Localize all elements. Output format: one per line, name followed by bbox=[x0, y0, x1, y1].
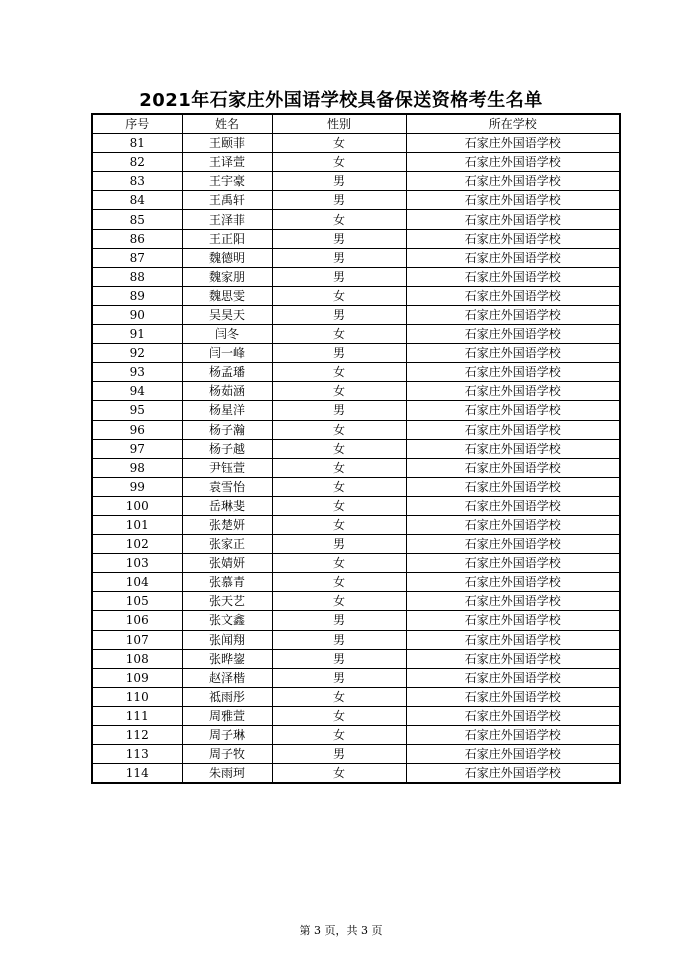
table-row bbox=[92, 401, 620, 420]
cell-name: 魏家朋 bbox=[182, 267, 272, 286]
cell-seq: 106 bbox=[92, 611, 182, 630]
cell-name: 杨茹涵 bbox=[182, 382, 272, 401]
cell-school: 石家庄外国语学校 bbox=[406, 401, 620, 420]
cell-name: 杨子瀚 bbox=[182, 420, 272, 439]
cell-gender: 女 bbox=[272, 726, 406, 745]
table-row bbox=[92, 477, 620, 496]
cell-name: 王译萱 bbox=[182, 153, 272, 172]
cell-seq: 84 bbox=[92, 191, 182, 210]
cell-seq: 87 bbox=[92, 248, 182, 267]
cell-name: 杨星洋 bbox=[182, 401, 272, 420]
cell-school: 石家庄外国语学校 bbox=[406, 535, 620, 554]
cell-school: 石家庄外国语学校 bbox=[406, 687, 620, 706]
table-row bbox=[92, 248, 620, 267]
cell-seq: 89 bbox=[92, 286, 182, 305]
cell-school: 石家庄外国语学校 bbox=[406, 554, 620, 573]
cell-school: 石家庄外国语学校 bbox=[406, 496, 620, 515]
cell-name: 张慕青 bbox=[182, 573, 272, 592]
cell-name: 张闻翔 bbox=[182, 630, 272, 649]
cell-school: 石家庄外国语学校 bbox=[406, 344, 620, 363]
cell-gender: 男 bbox=[272, 248, 406, 267]
cell-name: 张家正 bbox=[182, 535, 272, 554]
table-row bbox=[92, 554, 620, 573]
table-row bbox=[92, 229, 620, 248]
cell-seq: 95 bbox=[92, 401, 182, 420]
table-row bbox=[92, 592, 620, 611]
cell-gender: 男 bbox=[272, 611, 406, 630]
cell-school: 石家庄外国语学校 bbox=[406, 420, 620, 439]
cell-school: 石家庄外国语学校 bbox=[406, 229, 620, 248]
cell-gender: 女 bbox=[272, 134, 406, 153]
table-row bbox=[92, 363, 620, 382]
cell-seq: 114 bbox=[92, 764, 182, 784]
cell-school: 石家庄外国语学校 bbox=[406, 267, 620, 286]
cell-school: 石家庄外国语学校 bbox=[406, 630, 620, 649]
table-row bbox=[92, 439, 620, 458]
table-row bbox=[92, 496, 620, 515]
cell-seq: 82 bbox=[92, 153, 182, 172]
cell-seq: 88 bbox=[92, 267, 182, 286]
table-row bbox=[92, 573, 620, 592]
table-row bbox=[92, 458, 620, 477]
cell-school: 石家庄外国语学校 bbox=[406, 745, 620, 764]
cell-school: 石家庄外国语学校 bbox=[406, 573, 620, 592]
cell-school: 石家庄外国语学校 bbox=[406, 477, 620, 496]
cell-name: 王宇豪 bbox=[182, 172, 272, 191]
cell-school: 石家庄外国语学校 bbox=[406, 286, 620, 305]
cell-gender: 男 bbox=[272, 630, 406, 649]
cell-seq: 81 bbox=[92, 134, 182, 153]
cell-school: 石家庄外国语学校 bbox=[406, 764, 620, 784]
cell-gender: 女 bbox=[272, 382, 406, 401]
table-row bbox=[92, 134, 620, 153]
cell-name: 王正阳 bbox=[182, 229, 272, 248]
cell-name: 袁雪怡 bbox=[182, 477, 272, 496]
cell-name: 岳琳斐 bbox=[182, 496, 272, 515]
cell-seq: 107 bbox=[92, 630, 182, 649]
cell-gender: 女 bbox=[272, 153, 406, 172]
cell-gender: 男 bbox=[272, 344, 406, 363]
page-footer: 第 3 页，共 3 页 bbox=[299, 924, 383, 937]
table-row bbox=[92, 344, 620, 363]
cell-gender: 男 bbox=[272, 668, 406, 687]
table-row bbox=[92, 286, 620, 305]
cell-school: 石家庄外国语学校 bbox=[406, 726, 620, 745]
cell-name: 尹钰萱 bbox=[182, 458, 272, 477]
cell-name: 吴昊天 bbox=[182, 305, 272, 324]
table-header-row bbox=[92, 114, 620, 134]
cell-gender: 女 bbox=[272, 439, 406, 458]
cell-gender: 女 bbox=[272, 420, 406, 439]
cell-gender: 女 bbox=[272, 210, 406, 229]
cell-gender: 男 bbox=[272, 191, 406, 210]
cell-gender: 男 bbox=[272, 535, 406, 554]
table-body bbox=[92, 134, 620, 784]
cell-seq: 92 bbox=[92, 344, 182, 363]
table-row bbox=[92, 764, 620, 784]
cell-seq: 105 bbox=[92, 592, 182, 611]
cell-gender: 男 bbox=[272, 267, 406, 286]
cell-name: 周子牧 bbox=[182, 745, 272, 764]
table-row bbox=[92, 325, 620, 344]
cell-name: 闫一峰 bbox=[182, 344, 272, 363]
table-row bbox=[92, 630, 620, 649]
cell-gender: 男 bbox=[272, 229, 406, 248]
cell-school: 石家庄外国语学校 bbox=[406, 153, 620, 172]
page-title: 2021年石家庄外国语学校具备保送资格考生名单 bbox=[139, 90, 543, 111]
cell-school: 石家庄外国语学校 bbox=[406, 458, 620, 477]
cell-school: 石家庄外国语学校 bbox=[406, 191, 620, 210]
cell-name: 王禹轩 bbox=[182, 191, 272, 210]
cell-seq: 109 bbox=[92, 668, 182, 687]
cell-seq: 86 bbox=[92, 229, 182, 248]
cell-gender: 女 bbox=[272, 764, 406, 784]
table-row bbox=[92, 668, 620, 687]
cell-seq: 103 bbox=[92, 554, 182, 573]
cell-seq: 102 bbox=[92, 535, 182, 554]
cell-school: 石家庄外国语学校 bbox=[406, 134, 620, 153]
cell-seq: 104 bbox=[92, 573, 182, 592]
cell-name: 魏思雯 bbox=[182, 286, 272, 305]
cell-name: 王颐菲 bbox=[182, 134, 272, 153]
cell-seq: 90 bbox=[92, 305, 182, 324]
cell-gender: 女 bbox=[272, 458, 406, 477]
table-row bbox=[92, 382, 620, 401]
cell-seq: 113 bbox=[92, 745, 182, 764]
cell-school: 石家庄外国语学校 bbox=[406, 363, 620, 382]
table-row bbox=[92, 153, 620, 172]
table-row bbox=[92, 305, 620, 324]
header-gender: 性别 bbox=[272, 114, 406, 134]
cell-gender: 男 bbox=[272, 172, 406, 191]
cell-name: 张晔鋆 bbox=[182, 649, 272, 668]
cell-school: 石家庄外国语学校 bbox=[406, 592, 620, 611]
cell-seq: 111 bbox=[92, 706, 182, 725]
cell-name: 杨子越 bbox=[182, 439, 272, 458]
cell-name: 张文鑫 bbox=[182, 611, 272, 630]
cell-seq: 85 bbox=[92, 210, 182, 229]
cell-gender: 女 bbox=[272, 477, 406, 496]
cell-school: 石家庄外国语学校 bbox=[406, 668, 620, 687]
cell-seq: 93 bbox=[92, 363, 182, 382]
table-row bbox=[92, 172, 620, 191]
cell-gender: 男 bbox=[272, 649, 406, 668]
cell-school: 石家庄外国语学校 bbox=[406, 611, 620, 630]
cell-name: 张天艺 bbox=[182, 592, 272, 611]
cell-seq: 101 bbox=[92, 515, 182, 534]
cell-school: 石家庄外国语学校 bbox=[406, 439, 620, 458]
cell-name: 赵泽楷 bbox=[182, 668, 272, 687]
cell-seq: 96 bbox=[92, 420, 182, 439]
cell-school: 石家庄外国语学校 bbox=[406, 248, 620, 267]
cell-name: 祗雨彤 bbox=[182, 687, 272, 706]
cell-school: 石家庄外国语学校 bbox=[406, 706, 620, 725]
table-row bbox=[92, 611, 620, 630]
cell-gender: 女 bbox=[272, 592, 406, 611]
header-name: 姓名 bbox=[182, 114, 272, 134]
table-row bbox=[92, 191, 620, 210]
cell-school: 石家庄外国语学校 bbox=[406, 305, 620, 324]
cell-gender: 女 bbox=[272, 325, 406, 344]
cell-gender: 女 bbox=[272, 554, 406, 573]
cell-gender: 女 bbox=[272, 706, 406, 725]
cell-name: 朱雨珂 bbox=[182, 764, 272, 784]
cell-seq: 83 bbox=[92, 172, 182, 191]
cell-seq: 112 bbox=[92, 726, 182, 745]
cell-seq: 98 bbox=[92, 458, 182, 477]
table-row bbox=[92, 687, 620, 706]
cell-gender: 女 bbox=[272, 687, 406, 706]
cell-name: 张婧妍 bbox=[182, 554, 272, 573]
cell-school: 石家庄外国语学校 bbox=[406, 649, 620, 668]
cell-seq: 97 bbox=[92, 439, 182, 458]
cell-name: 王泽菲 bbox=[182, 210, 272, 229]
cell-seq: 99 bbox=[92, 477, 182, 496]
cell-name: 周子琳 bbox=[182, 726, 272, 745]
cell-gender: 女 bbox=[272, 515, 406, 534]
cell-seq: 100 bbox=[92, 496, 182, 515]
table-row bbox=[92, 535, 620, 554]
table-row bbox=[92, 210, 620, 229]
cell-name: 闫冬 bbox=[182, 325, 272, 344]
cell-gender: 女 bbox=[272, 363, 406, 382]
cell-school: 石家庄外国语学校 bbox=[406, 172, 620, 191]
cell-gender: 男 bbox=[272, 305, 406, 324]
cell-school: 石家庄外国语学校 bbox=[406, 515, 620, 534]
table-row bbox=[92, 649, 620, 668]
cell-gender: 女 bbox=[272, 573, 406, 592]
cell-school: 石家庄外国语学校 bbox=[406, 382, 620, 401]
header-seq: 序号 bbox=[92, 114, 182, 134]
header-school: 所在学校 bbox=[406, 114, 620, 134]
cell-seq: 108 bbox=[92, 649, 182, 668]
cell-name: 魏德明 bbox=[182, 248, 272, 267]
cell-name: 杨孟璠 bbox=[182, 363, 272, 382]
table-row bbox=[92, 420, 620, 439]
table-row bbox=[92, 745, 620, 764]
cell-name: 周雅萱 bbox=[182, 706, 272, 725]
cell-gender: 女 bbox=[272, 286, 406, 305]
cell-school: 石家庄外国语学校 bbox=[406, 325, 620, 344]
cell-gender: 男 bbox=[272, 745, 406, 764]
cell-gender: 男 bbox=[272, 401, 406, 420]
table-row bbox=[92, 706, 620, 725]
table-row bbox=[92, 515, 620, 534]
table-row bbox=[92, 267, 620, 286]
cell-school: 石家庄外国语学校 bbox=[406, 210, 620, 229]
student-roster-table bbox=[91, 113, 621, 784]
cell-name: 张楚妍 bbox=[182, 515, 272, 534]
cell-seq: 110 bbox=[92, 687, 182, 706]
cell-gender: 女 bbox=[272, 496, 406, 515]
table-row bbox=[92, 726, 620, 745]
cell-seq: 91 bbox=[92, 325, 182, 344]
cell-seq: 94 bbox=[92, 382, 182, 401]
